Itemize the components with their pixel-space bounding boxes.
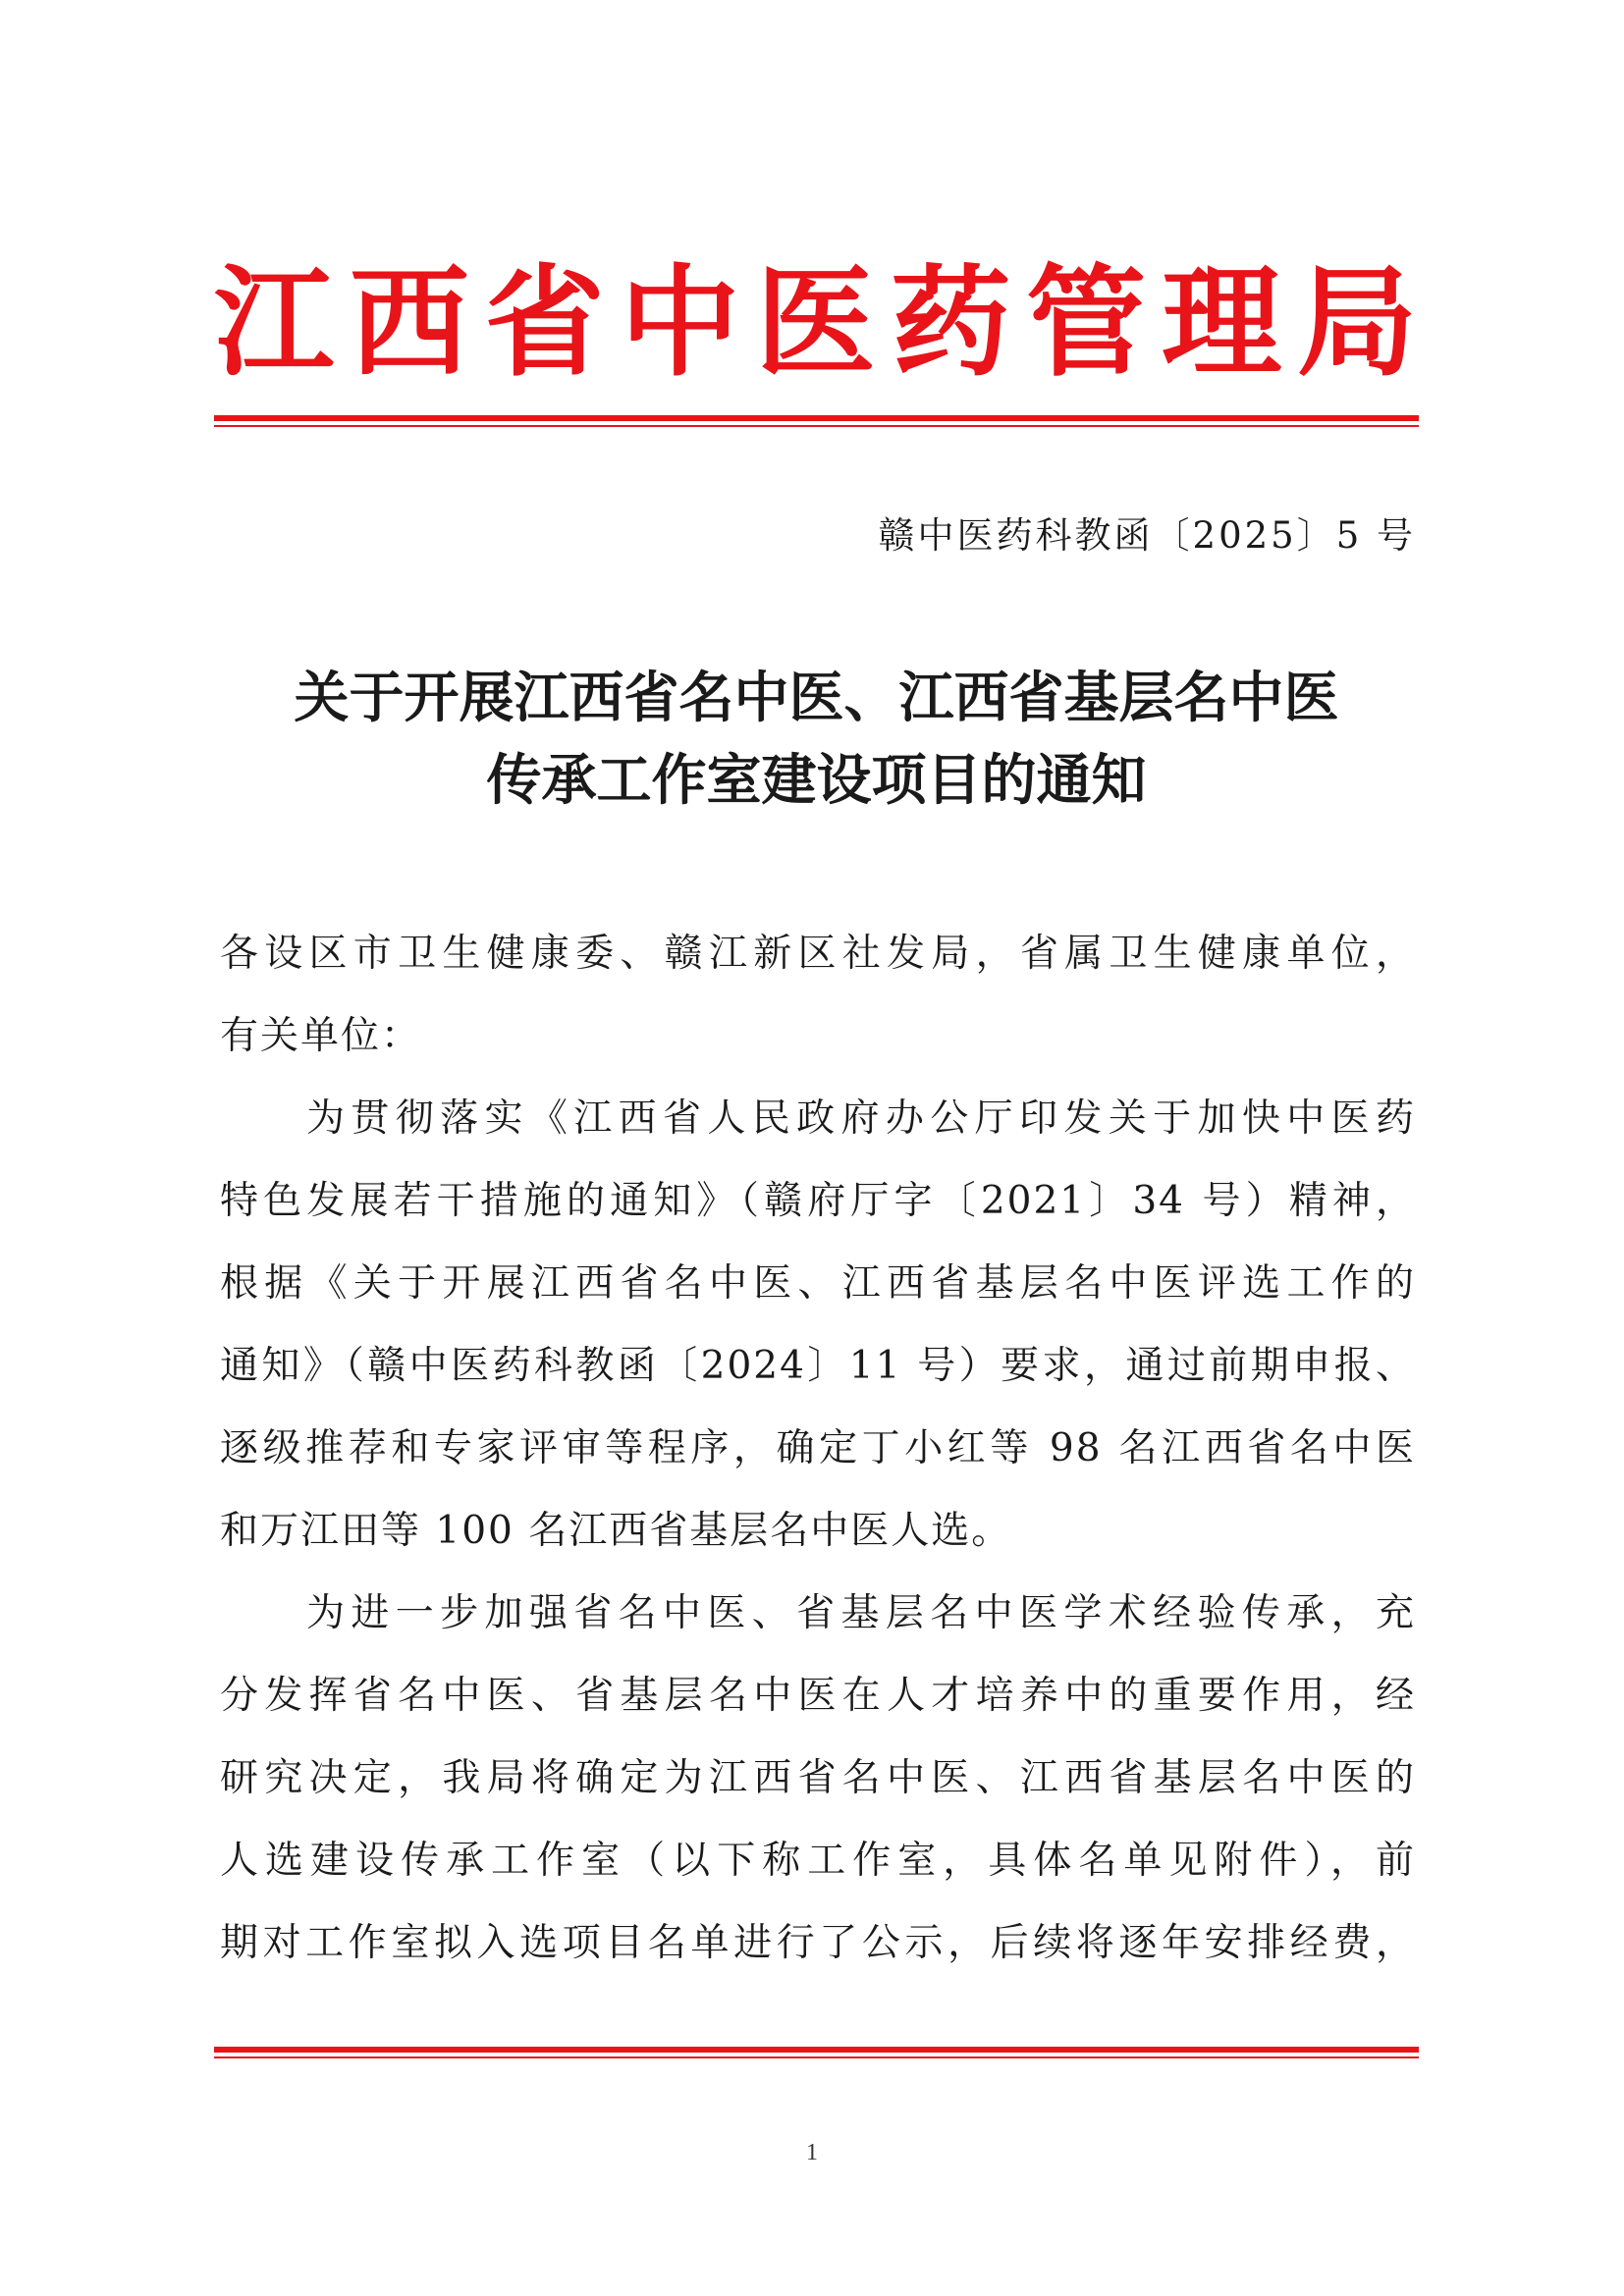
body-line: 人选建设传承工作室（以下称工作室，具体名单见附件），前 bbox=[220, 1839, 1416, 1883]
body-line: 为进一步加强省名中医、省基层名中医学术经验传承，充 bbox=[306, 1591, 1416, 1635]
masthead-char: 中 bbox=[620, 251, 740, 393]
body-line: 研究决定，我局将确定为江西省名中医、江西省基层名中医的 bbox=[220, 1756, 1416, 1800]
masthead-char: 省 bbox=[484, 251, 605, 393]
body-line: 通知》（赣中医药科教函〔2024〕11 号）要求，通过前期申报、 bbox=[220, 1344, 1416, 1388]
masthead-char: 管 bbox=[1026, 251, 1147, 393]
masthead-char: 药 bbox=[891, 251, 1011, 393]
footer-rule-thin bbox=[214, 2056, 1419, 2058]
document-title-line-2: 传承工作室建设项目的通知 bbox=[486, 748, 1147, 813]
masthead-char: 理 bbox=[1162, 251, 1282, 393]
body-line: 和万江田等 100 名江西省基层名中医人选。 bbox=[220, 1509, 1012, 1553]
body-line: 逐级推荐和专家评审等程序，确定丁小红等 98 名江西省名中医 bbox=[220, 1426, 1416, 1470]
body-line: 根据《关于开展江西省名中医、江西省基层名中医评选工作的 bbox=[220, 1261, 1416, 1306]
document-title-line-1: 关于开展江西省名中医、江西省基层名中医 bbox=[294, 666, 1339, 730]
document-number: 赣中医药科教函〔2025〕5 号 bbox=[878, 514, 1416, 557]
body-line: 期对工作室拟入选项目名单进行了公示，后续将逐年安排经费， bbox=[220, 1921, 1416, 1965]
footer-rule-thick bbox=[214, 2047, 1419, 2053]
body-line: 各设区市卫生健康委、赣江新区社发局，省属卫生健康单位， bbox=[220, 932, 1416, 976]
masthead-char: 江 bbox=[214, 251, 334, 393]
agency-masthead bbox=[214, 253, 1417, 391]
header-rule-thick bbox=[214, 415, 1419, 421]
page-number: 1 bbox=[806, 2140, 818, 2165]
masthead-char: 医 bbox=[755, 251, 876, 393]
masthead-char: 西 bbox=[349, 251, 469, 393]
body-line: 有关单位： bbox=[220, 1014, 422, 1058]
body-line: 为贯彻落实《江西省人民政府办公厅印发关于加快中医药 bbox=[306, 1096, 1416, 1141]
body-line: 特色发展若干措施的通知》（赣府厅字〔2021〕34 号）精神， bbox=[220, 1179, 1416, 1223]
header-rule-thin bbox=[214, 425, 1419, 427]
body-line: 分发挥省名中医、省基层名中医在人才培养中的重要作用，经 bbox=[220, 1674, 1416, 1718]
masthead-char: 局 bbox=[1297, 251, 1417, 393]
